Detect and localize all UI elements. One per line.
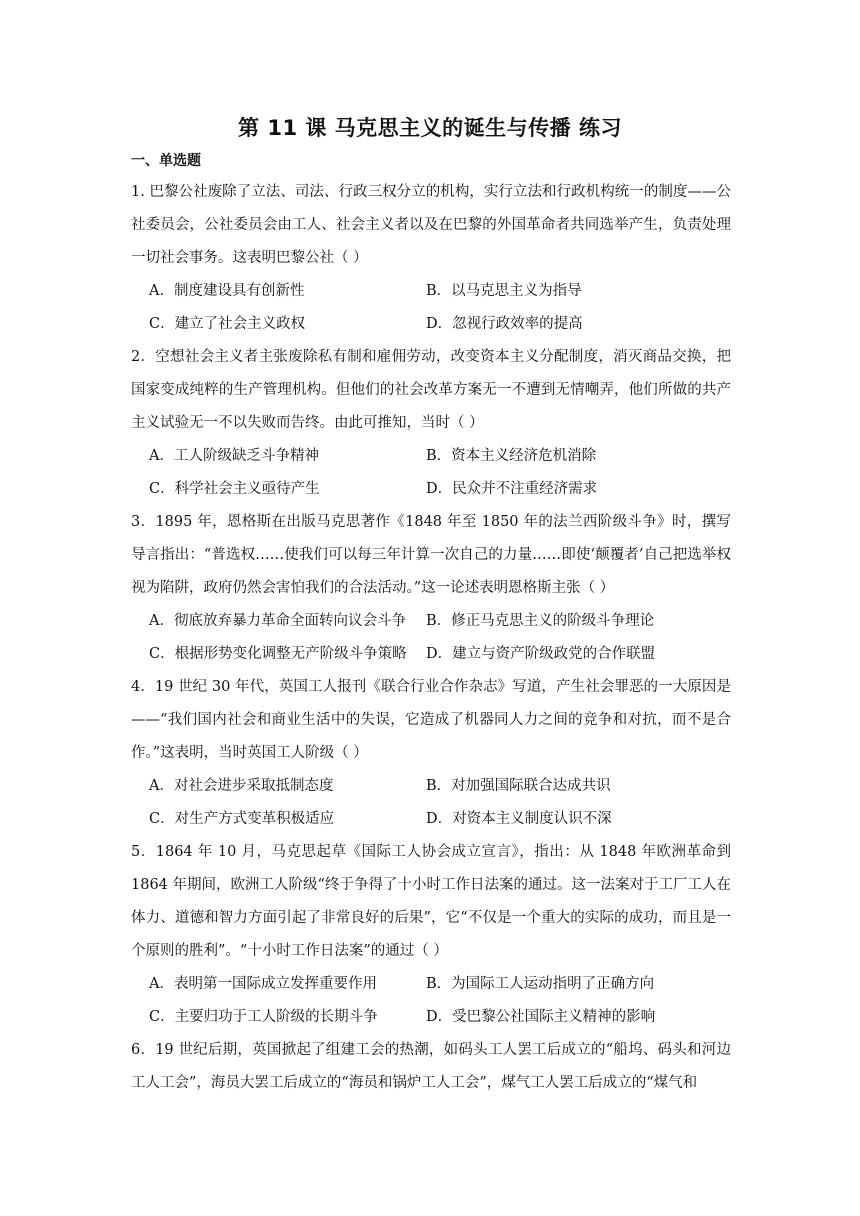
question-stem: 1. 巴黎公社废除了立法、司法、行政三权分立的机构，实行立法和行政机构统一的制度——公社委员会，公社委员会由工人、社会主义者以及在巴黎的外国革命者共同选举产生，负责处理一切社会事务。这表明巴黎公社（ ） [131, 184, 731, 266]
option-row [131, 440, 731, 473]
question-stem: 2．空想社会主义者主张废除私有制和雇佣劳动，改变资本主义分配制度，消灭商品交换，把国家变成纯粹的生产管理机构。但他们的社会改革方案无一不遭到无情嘲弄，他们所做的共产主义试验无一不以失败而告终。由此可推知，当时（ ） [131, 349, 731, 431]
option-b: B．为国际工人运动指明了正确方向 [426, 976, 655, 992]
option-row [131, 275, 731, 308]
option-b: B．对加强国际联合达成共识 [426, 778, 611, 794]
option-a: A．彻底放弃暴力革命全面转向议会斗争 [149, 613, 406, 629]
option-row [131, 968, 731, 1001]
question-item [131, 176, 731, 341]
option-d: D．受巴黎公社国际主义精神的影响 [426, 1009, 656, 1025]
question-stem: 5．1864 年 10 月，马克思起草《国际工人协会成立宣言》，指出：从 1848 年欧洲革命到 1864 年期间，欧洲工人阶级“终于争得了十小时工作日法案的通过。这一法案对于工厂工人在体力、道德和智力方面引起了非常良好的后果”，它“不仅是一个重大的实际的成功，而且是一个原则的胜利”。“十小时工作日法案”的通过（ ） [131, 844, 731, 959]
option-b: B．资本主义经济危机消除 [426, 448, 597, 464]
option-row [131, 638, 731, 671]
section-heading: 一、单选题 [131, 153, 201, 169]
option-c: C．建立了社会主义政权 [149, 316, 306, 332]
option-d: D．民众并不注重经济需求 [426, 481, 598, 497]
option-row [131, 308, 731, 341]
option-c: C．对生产方式变革积极适应 [149, 811, 335, 827]
question-item [131, 341, 731, 506]
question-stem: 6．19 世纪后期，英国掀起了组建工会的热潮，如码头工人罢工后成立的“船坞、码头和河边工人工会”，海员大罢工后成立的“海员和锅炉工人工会”，煤气工人罢工后成立的“煤气和 [131, 1042, 731, 1091]
question-item [131, 671, 731, 836]
option-a: A．制度建设具有创新性 [149, 283, 305, 299]
question-stem: 4．19 世纪 30 年代，英国工人报刊《联合行业合作杂志》写道，产生社会罪恶的一大原因是——“我们国内社会和商业生活中的失误，它造成了机器同人力之间的竞争和对抗，而不是合作。”这表明，当时英国工人阶级（ ） [131, 679, 731, 761]
option-a: A．对社会进步采取抵制态度 [149, 778, 334, 794]
question-item [131, 1034, 731, 1100]
option-row [131, 473, 731, 506]
option-c: C．科学社会主义亟待产生 [149, 481, 320, 497]
question-list [131, 176, 731, 1100]
question-item [131, 836, 731, 1034]
option-row [131, 803, 731, 836]
option-d: D．对资本主义制度认识不深 [426, 811, 612, 827]
option-b: B．修正马克思主义的阶级斗争理论 [426, 613, 655, 629]
option-d: D．忽视行政效率的提高 [426, 316, 583, 332]
question-stem: 3．1895 年，恩格斯在出版马克思著作《1848 年至 1850 年的法兰西阶级斗争》时，撰写导言指出：“普选权……使我们可以每三年计算一次自己的力量……即使‘颠覆者’自己把选举权视为陷阱，政府仍然会害怕我们的合法活动。”这一论述表明恩格斯主张（ ） [131, 514, 731, 596]
option-b: B．以马克思主义为指导 [426, 283, 582, 299]
option-c: C．主要归功于工人阶级的长期斗争 [149, 1009, 378, 1025]
option-d: D．建立与资产阶级政党的合作联盟 [426, 646, 656, 662]
option-row [131, 605, 731, 638]
page-title: 第 11 课 马克思主义的诞生与传播 练习 [238, 116, 622, 140]
option-row [131, 1001, 731, 1034]
question-item [131, 506, 731, 671]
option-a: A．工人阶级缺乏斗争精神 [149, 448, 319, 464]
option-row [131, 770, 731, 803]
option-a: A．表明第一国际成立发挥重要作用 [149, 976, 377, 992]
option-c: C．根据形势变化调整无产阶级斗争策略 [149, 646, 407, 662]
